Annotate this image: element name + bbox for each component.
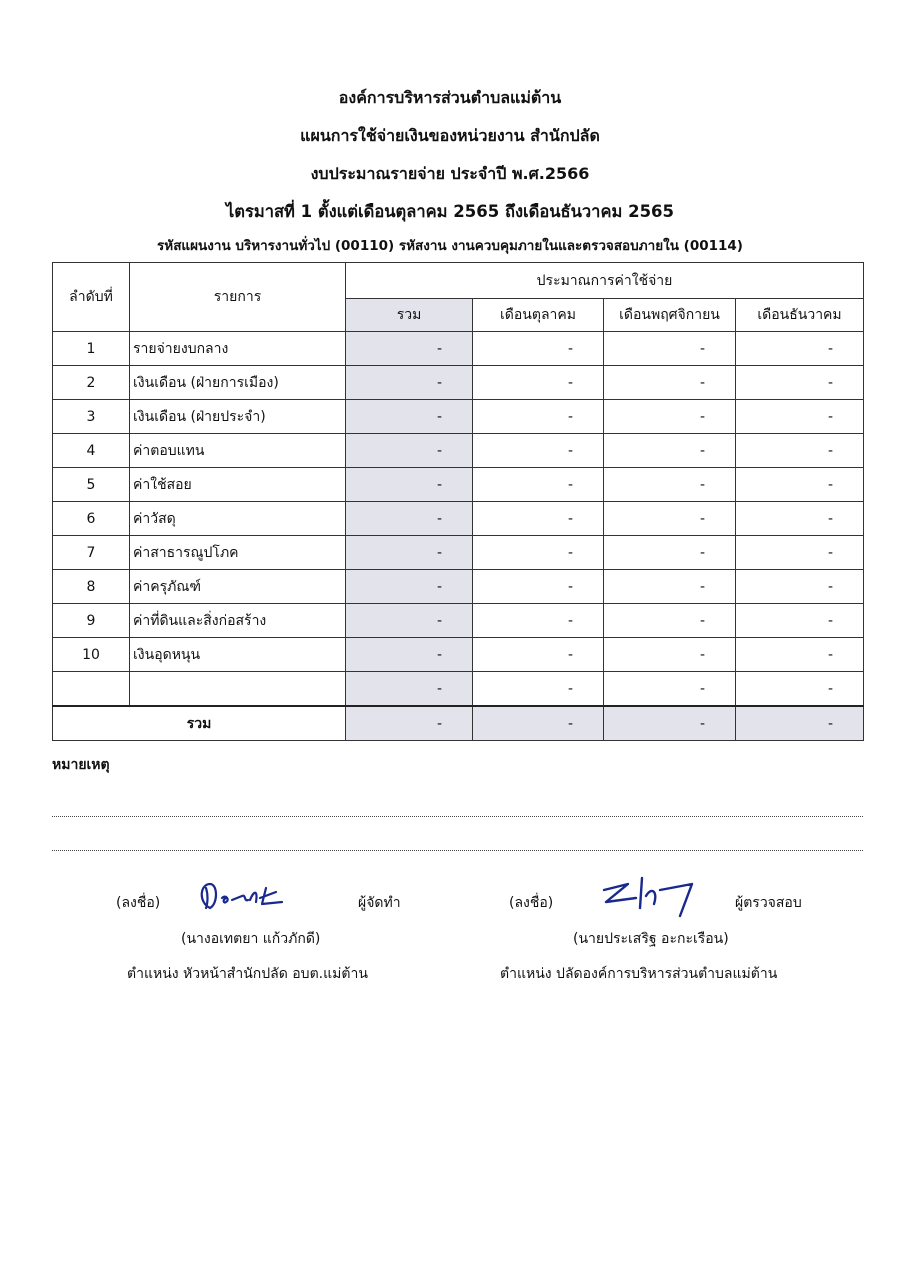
table-header-row <box>53 263 864 299</box>
left-sign-position: ตำแหน่ง หัวหน้าสำนักปลัด อบต.แม่ต้าน <box>127 966 368 982</box>
row-item: ค่าใช้สอย <box>130 468 346 502</box>
row-item: ค่าครุภัณฑ์ <box>130 570 346 604</box>
row-dec: - <box>736 536 864 570</box>
row-nov: - <box>604 366 736 400</box>
remark-line-2 <box>52 850 863 851</box>
row-nov: - <box>604 502 736 536</box>
row-item: ค่าสาธารณูปโภค <box>130 536 346 570</box>
right-sign-role: ผู้ตรวจสอบ <box>735 895 802 911</box>
budget-year: งบประมาณรายจ่าย ประจำปี พ.ศ.2566 <box>310 164 590 183</box>
table-row <box>53 604 864 638</box>
row-total: - <box>346 502 473 536</box>
row-dec: - <box>736 400 864 434</box>
col-header-group: ประมาณการค่าใช้จ่าย <box>346 263 864 299</box>
left-sign-role: ผู้จัดทำ <box>358 895 401 911</box>
col-header-no: ลำดับที่ <box>53 263 130 332</box>
row-item: เงินอุดหนุน <box>130 638 346 672</box>
row-oct: - <box>473 536 604 570</box>
row-nov: - <box>604 332 736 366</box>
row-item: ค่าที่ดินและสิ่งก่อสร้าง <box>130 604 346 638</box>
row-item: ค่าตอบแทน <box>130 434 346 468</box>
row-dec: - <box>736 468 864 502</box>
right-sign-position: ตำแหน่ง ปลัดองค์การบริหารส่วนตำบลแม่ต้าน <box>500 966 778 982</box>
row-nov: - <box>604 604 736 638</box>
row-oct: - <box>473 434 604 468</box>
row-oct: - <box>473 570 604 604</box>
table-row <box>53 468 864 502</box>
row-number: 4 <box>53 434 130 468</box>
row-total: - <box>346 332 473 366</box>
row-item <box>130 672 346 707</box>
row-total: - <box>346 638 473 672</box>
total-label: รวม <box>53 706 346 741</box>
table-total-row <box>53 706 864 741</box>
row-dec: - <box>736 672 864 707</box>
row-total: - <box>346 604 473 638</box>
row-oct: - <box>473 672 604 707</box>
col-header-total: รวม <box>346 299 473 332</box>
row-nov: - <box>604 468 736 502</box>
row-number: 7 <box>53 536 130 570</box>
row-dec: - <box>736 366 864 400</box>
col-header-nov: เดือนพฤศจิกายน <box>604 299 736 332</box>
row-dec: - <box>736 570 864 604</box>
table-row <box>53 434 864 468</box>
total-cell-oct: - <box>473 706 604 741</box>
right-sign-name: (นายประเสริฐ อะกะเรือน) <box>573 931 729 947</box>
col-header-dec: เดือนธันวาคม <box>736 299 864 332</box>
row-total: - <box>346 400 473 434</box>
row-item: ค่าวัสดุ <box>130 502 346 536</box>
remark-label: หมายเหตุ <box>52 757 110 773</box>
row-total: - <box>346 570 473 604</box>
total-cell-nov: - <box>604 706 736 741</box>
row-nov: - <box>604 400 736 434</box>
table-row <box>53 536 864 570</box>
row-number: 6 <box>53 502 130 536</box>
table-row <box>53 672 864 707</box>
row-number: 9 <box>53 604 130 638</box>
row-number: 5 <box>53 468 130 502</box>
row-oct: - <box>473 332 604 366</box>
row-oct: - <box>473 638 604 672</box>
row-number <box>53 672 130 707</box>
budget-table <box>52 262 864 741</box>
row-total: - <box>346 672 473 707</box>
row-number: 1 <box>53 332 130 366</box>
plan-codes: รหัสแผนงาน บริหารงานทั่วไป (00110) รหัสงาน งานควบคุมภายในและตรวจสอบภายใน (00114) <box>157 238 743 254</box>
row-oct: - <box>473 502 604 536</box>
row-total: - <box>346 468 473 502</box>
row-dec: - <box>736 638 864 672</box>
row-total: - <box>346 366 473 400</box>
col-header-item: รายการ <box>130 263 346 332</box>
plan-title: แผนการใช้จ่ายเงินของหน่วยงาน สำนักปลัด <box>300 126 600 145</box>
row-oct: - <box>473 468 604 502</box>
row-nov: - <box>604 638 736 672</box>
right-signature-image <box>596 876 702 920</box>
table-row <box>53 366 864 400</box>
remark-line-1 <box>52 816 863 817</box>
col-header-oct: เดือนตุลาคม <box>473 299 604 332</box>
row-dec: - <box>736 604 864 638</box>
left-sign-prefix: (ลงชื่อ) <box>116 895 161 911</box>
row-oct: - <box>473 366 604 400</box>
row-number: 2 <box>53 366 130 400</box>
row-number: 10 <box>53 638 130 672</box>
row-total: - <box>346 434 473 468</box>
row-oct: - <box>473 400 604 434</box>
table-row <box>53 400 864 434</box>
row-number: 3 <box>53 400 130 434</box>
row-nov: - <box>604 672 736 707</box>
total-cell-dec: - <box>736 706 864 741</box>
row-dec: - <box>736 332 864 366</box>
row-nov: - <box>604 434 736 468</box>
quarter-range: ไตรมาสที่ 1 ตั้งแต่เดือนตุลาคม 2565 ถึงเดือนธันวาคม 2565 <box>225 202 675 221</box>
total-cell-total: - <box>346 706 473 741</box>
table-row <box>53 332 864 366</box>
table-row <box>53 570 864 604</box>
left-sign-name: (นางอเทตยา แก้วภักดี) <box>181 931 321 947</box>
row-nov: - <box>604 536 736 570</box>
row-item: เงินเดือน (ฝ่ายการเมือง) <box>130 366 346 400</box>
left-signature-image <box>196 878 296 918</box>
row-oct: - <box>473 604 604 638</box>
row-total: - <box>346 536 473 570</box>
org-name: องค์การบริหารส่วนตำบลแม่ต้าน <box>338 88 562 107</box>
table-row <box>53 638 864 672</box>
row-item: รายจ่ายงบกลาง <box>130 332 346 366</box>
table-row <box>53 502 864 536</box>
right-sign-prefix: (ลงชื่อ) <box>509 895 554 911</box>
row-nov: - <box>604 570 736 604</box>
row-dec: - <box>736 502 864 536</box>
row-item: เงินเดือน (ฝ่ายประจำ) <box>130 400 346 434</box>
row-dec: - <box>736 434 864 468</box>
row-number: 8 <box>53 570 130 604</box>
